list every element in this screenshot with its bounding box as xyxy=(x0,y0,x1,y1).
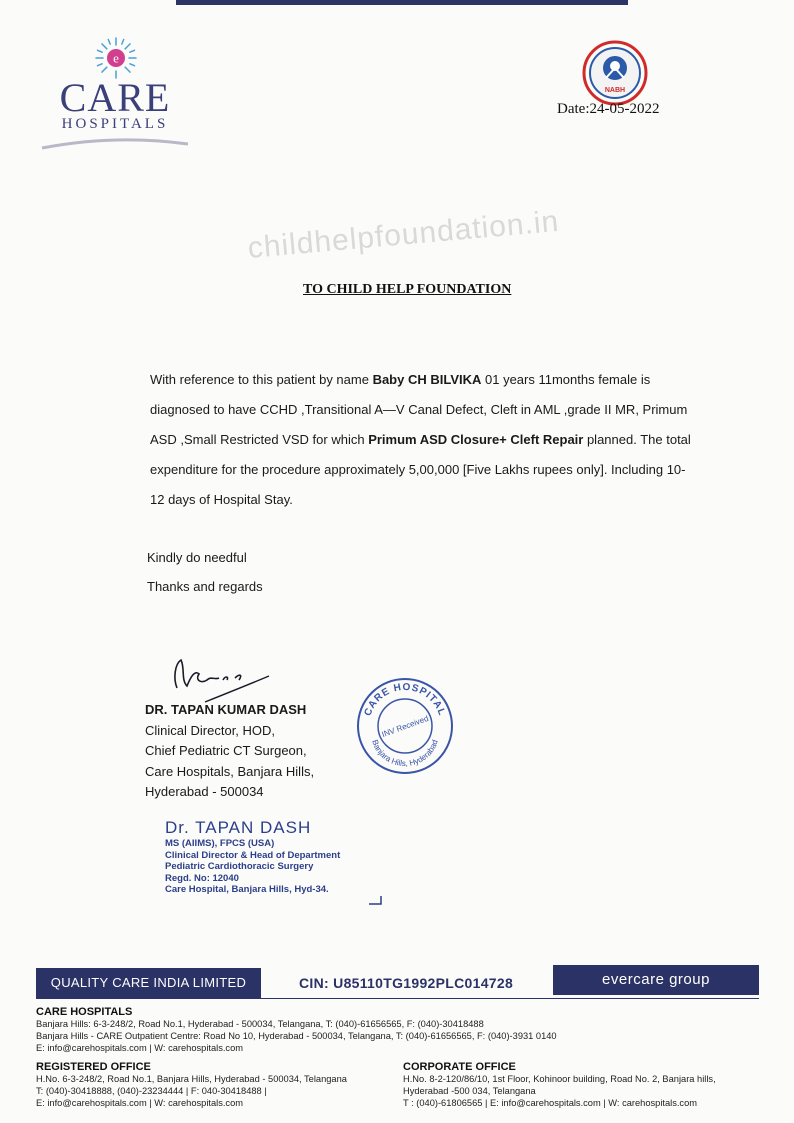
body-text-1: With reference to this patient by name xyxy=(150,372,373,387)
footer-line: Banjara Hills: 6-3-248/2, Road No.1, Hyderabad - 500034, Telangana, T: (040)-61656565, F: (040)-30418488 xyxy=(36,1019,484,1029)
footer-line: H.No. 8-2-120/86/10, 1st Floor, Kohinoor building, Road No. 2, Banjara hills, xyxy=(403,1074,716,1084)
signer-line: Care Hospitals, Banjara Hills, xyxy=(145,763,315,779)
body-text-2: 01 years 11months female is diagnosed to have CCHD ,Transitional A—V Canal Defect, Cleft in AML ,grade II MR, Primum ASD ,Small Restricted VSD for which xyxy=(150,372,688,447)
doctor-stamp xyxy=(165,818,340,896)
top-bar xyxy=(176,0,628,5)
svg-text:e: e xyxy=(113,50,119,66)
stamp-line: Clinical Director & Head of Department xyxy=(165,849,341,861)
footer-cin: CIN: U85110TG1992PLC014728 xyxy=(299,975,514,991)
footer-line: H.No. 6-3-248/2, Road No.1, Banjara Hills, Hyderabad - 500034, Telangana xyxy=(36,1074,347,1084)
footer-heading: CORPORATE OFFICE xyxy=(403,1061,516,1073)
letter-date: Date:24-05-2022 xyxy=(557,101,660,117)
footer-heading: CARE HOSPITALS xyxy=(36,1006,133,1018)
signer-block xyxy=(145,700,314,803)
signer-line: Hyderabad - 500034 xyxy=(145,784,264,799)
footer-registered-office xyxy=(36,1060,396,1109)
svg-text:Banjara Hills, Hyderabad: Banjara Hills, Hyderabad xyxy=(370,738,440,769)
stamp-line: Care Hospital, Banjara Hills, Hyd-34. xyxy=(165,884,329,895)
svg-text:NABH: NABH xyxy=(604,87,626,94)
signer-line: Chief Pediatric CT Surgeon, xyxy=(145,743,307,758)
signer-line: Clinical Director, HOD, xyxy=(145,722,276,738)
footer-line: T : (040)-61806565 | E: info@carehospitals.com | W: carehospitals.com xyxy=(403,1097,698,1108)
logo-subtitle: HOSPITALS xyxy=(61,116,169,132)
footer-care-hospitals xyxy=(36,1005,756,1054)
letter-body xyxy=(150,365,698,515)
closing-line-2: Thanks and regards xyxy=(147,579,263,594)
hospital-seal-icon xyxy=(355,676,455,776)
nabh-accreditation-icon xyxy=(582,40,648,106)
procedure-name: Primum ASD Closure+ Cleft Repair xyxy=(368,432,584,447)
patient-name: Baby CH BILVIKA xyxy=(372,372,482,387)
footer-line: Hyderabad -500 034, Telangana xyxy=(403,1085,536,1096)
stamp-line: MS (AIIMS), FPCS (USA) xyxy=(165,838,275,849)
stamp-tick-icon xyxy=(367,894,383,906)
stamp-line: Regd. No: 12040 xyxy=(165,872,239,884)
stamp-name: Dr. TAPAN DASH xyxy=(165,818,312,837)
footer-line: T: (040)-30418888, (040)-23234444 | F: 040-30418488 | xyxy=(36,1085,267,1096)
footer-line: E: info@carehospitals.com | W: carehospitals.com xyxy=(36,1097,243,1108)
letter-heading: TO CHILD HELP FOUNDATION xyxy=(303,282,512,297)
logo-wordmark: CARE xyxy=(59,75,171,120)
svg-text:CARE HOSPITAL: CARE HOSPITAL xyxy=(362,681,448,718)
logo-swoosh-icon xyxy=(40,136,190,150)
footer-heading: REGISTERED OFFICE xyxy=(36,1061,151,1073)
footer-divider xyxy=(36,998,759,999)
watermark: childhelpfoundation.in xyxy=(246,204,561,265)
body-text-3: planned. The total expenditure for the procedure approximately 5,00,000 [Five Lakhs rupees only]. Including 10-12 days of Hospital Stay. xyxy=(150,432,691,507)
signer-name: DR. TAPAN KUMAR DASH xyxy=(145,702,307,717)
stamp-line: Pediatric Cardiothoracic Surgery xyxy=(165,861,314,872)
footer-line: E: info@carehospitals.com | W: carehospitals.com xyxy=(36,1042,243,1053)
footer-line: Banjara Hills - CARE Outpatient Centre: Road No 10, Hyderabad - 500034, Telangana, T: (040)-61656565, F: (040)-3931 0140 xyxy=(36,1030,557,1041)
svg-text:INV Received: INV Received xyxy=(380,713,430,740)
closing xyxy=(147,543,263,601)
footer-corporate-office xyxy=(403,1060,763,1109)
footer-company-name: QUALITY CARE INDIA LIMITED xyxy=(36,968,261,998)
care-hospitals-logo xyxy=(40,36,200,151)
footer-group-logo: evercare group xyxy=(553,965,759,995)
closing-line-1: Kindly do needful xyxy=(147,550,247,565)
